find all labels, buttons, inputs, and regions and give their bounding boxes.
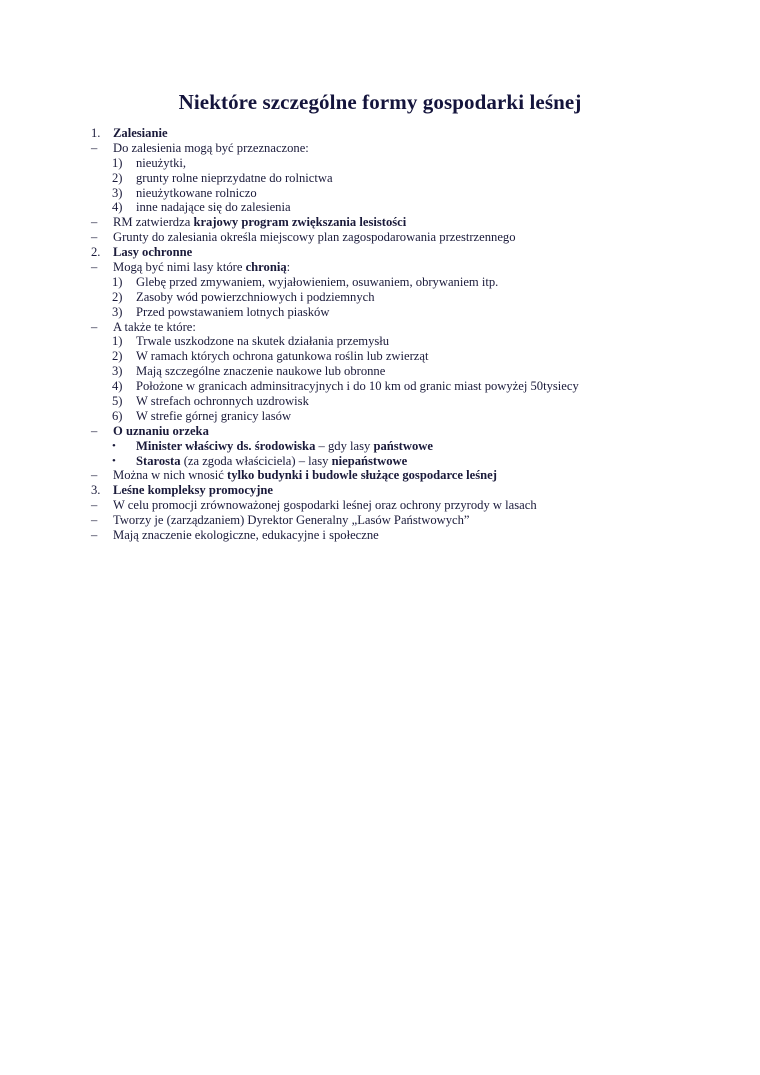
list-marker: 3) [112,364,123,379]
sub-list-item [88,439,728,454]
list-item-text [113,320,196,335]
bold-text: tylko budynki i budowle służące gospodarce leśnej [227,468,497,483]
text-segment: Do zalesienia mogą być przeznaczone: [113,140,309,155]
text-segment: Mają szczególne znaczenie naukowe lub obronne [136,364,386,379]
list-marker: 1) [112,274,123,289]
bold-text: Leśne kompleksy promocyjne [113,483,273,498]
bold-text: Minister właściwy ds. środowiska [136,438,316,453]
list-item-text [136,409,291,424]
list-item [88,320,728,335]
list-item [88,468,728,483]
sub-list-item [88,364,728,379]
list-item-text [136,439,433,454]
list-marker: 6) [112,408,123,423]
text-segment: W strefie górnej granicy lasów [136,408,292,423]
sub-list-item [88,349,728,364]
text-segment: grunty rolne nieprzydatne do rolnictwa [136,170,333,185]
bold-text: chronią [245,260,287,275]
bold-text: niepaństwowe [331,453,408,468]
text-segment: Mogą być nimi lasy które [113,260,246,275]
list-item [88,498,728,513]
text-segment: : [286,260,291,275]
list-item [88,424,728,439]
list-item-text [113,260,290,275]
sub-list-item [88,156,728,171]
list-item-text [113,513,470,528]
text-segment: – gdy lasy [315,438,374,453]
sub-list-item [88,379,728,394]
list-marker: – [91,260,98,275]
list-item-text [113,424,209,439]
list-item [88,260,728,275]
list-item-text [136,305,329,320]
list-marker: 1) [112,334,123,349]
document-title: Niektóre szczególne formy gospodarki leśnej [178,90,582,114]
list-item-text [113,230,516,245]
list-marker: • [112,454,116,467]
list-marker: 4) [112,379,123,394]
list-marker: – [91,215,98,230]
list-item-text [136,156,186,171]
list-item-text [136,454,407,469]
sub-list-item [88,171,728,186]
list-item-text [136,290,375,305]
list-marker: – [91,423,98,438]
text-segment: Tworzy je (zarządzaniem) Dyrektor Generalny „Lasów Państwowych” [113,513,470,528]
list-marker: – [91,468,98,483]
bold-text: Lasy ochronne [113,245,193,260]
list-marker: 2) [112,349,123,364]
bold-text: O uznaniu orzeka [113,423,209,438]
sub-list-item [88,394,728,409]
list-marker: 1) [112,155,123,170]
list-item-text [113,483,273,498]
text-segment: A także te które: [113,319,196,334]
text-segment: Zasoby wód powierzchniowych i podziemnych [136,289,375,304]
text-segment: nieużytki, [136,155,187,170]
list-item [88,483,728,498]
sub-list-item [88,409,728,424]
list-item [88,215,728,230]
list-item [88,230,728,245]
list-marker: 3) [112,304,123,319]
list-item [88,141,728,156]
list-marker: 5) [112,394,123,409]
bold-text: krajowy program zwiększania lesistości [193,215,407,230]
sub-list-item [88,275,728,290]
list-item-text [136,186,257,201]
text-segment: inne nadające się do zalesienia [136,200,291,215]
bold-text: Starosta [136,453,181,468]
list-item-text [136,394,309,409]
text-segment: Przed powstawaniem lotnych piasków [136,304,330,319]
list-marker: 2) [112,289,123,304]
list-item-text [113,498,537,513]
text-segment: RM zatwierdza [113,215,194,230]
list-item-text [113,528,379,543]
text-segment: Trwale uszkodzone na skutek działania przemysłu [136,334,390,349]
list-marker: • [112,439,116,452]
list-marker: – [91,528,98,543]
list-item [88,245,728,260]
text-segment: nieużytkowane rolniczo [136,185,257,200]
sub-list-item [88,454,728,469]
list-item-text [136,200,291,215]
list-item-text [136,334,389,349]
list-item-text [113,215,406,230]
list-marker: – [91,140,98,155]
sub-list-item [88,334,728,349]
list-item [88,513,728,528]
sub-list-item [88,200,728,215]
text-segment: Glebę przed zmywaniem, wyjałowieniem, osuwaniem, obrywaniem itp. [136,274,499,289]
list-item-text [136,364,385,379]
list-item [88,528,728,543]
sub-list-item [88,305,728,320]
text-segment: (za zgoda właściciela) – lasy [180,453,332,468]
list-item-text [113,245,192,260]
list-item-text [113,468,497,483]
list-item-text [113,126,168,141]
text-segment: W ramach których ochrona gatunkowa roślin lub zwierząt [136,349,429,364]
text-segment: Można w nich wnosić [113,468,228,483]
list-marker: 4) [112,200,123,215]
list-item [88,126,728,141]
list-marker: 1. [91,126,101,140]
list-marker: 3) [112,185,123,200]
list-marker: – [91,498,98,513]
list-item-text [113,141,309,156]
list-marker: – [91,513,98,528]
list-marker: 2) [112,170,123,185]
list-marker: 2. [91,245,101,260]
sub-list-item [88,186,728,201]
list-item-text [136,275,498,290]
sub-list-item [88,290,728,305]
list-item-text [136,379,579,394]
list-item-text [136,349,428,364]
text-segment: Mają znaczenie ekologiczne, edukacyjne i społeczne [113,528,379,543]
list-marker: 3. [91,483,101,498]
text-segment: W celu promocji zrównoważonej gospodarki leśnej oraz ochrony przyrody w lasach [113,498,537,513]
text-segment: W strefach ochronnych uzdrowisk [136,394,309,409]
list-item-text [136,171,333,186]
text-segment: Grunty do zalesiania określa miejscowy plan zagospodarowania przestrzennego [113,230,516,245]
document-body [88,126,728,543]
list-marker: – [91,230,98,245]
list-marker: – [91,319,98,334]
bold-text: państwowe [373,438,433,453]
text-segment: Położone w granicach adminsitracyjnych i do 10 km od granic miast powyżej 50tysiecy [136,379,579,394]
bold-text: Zalesianie [113,126,168,140]
